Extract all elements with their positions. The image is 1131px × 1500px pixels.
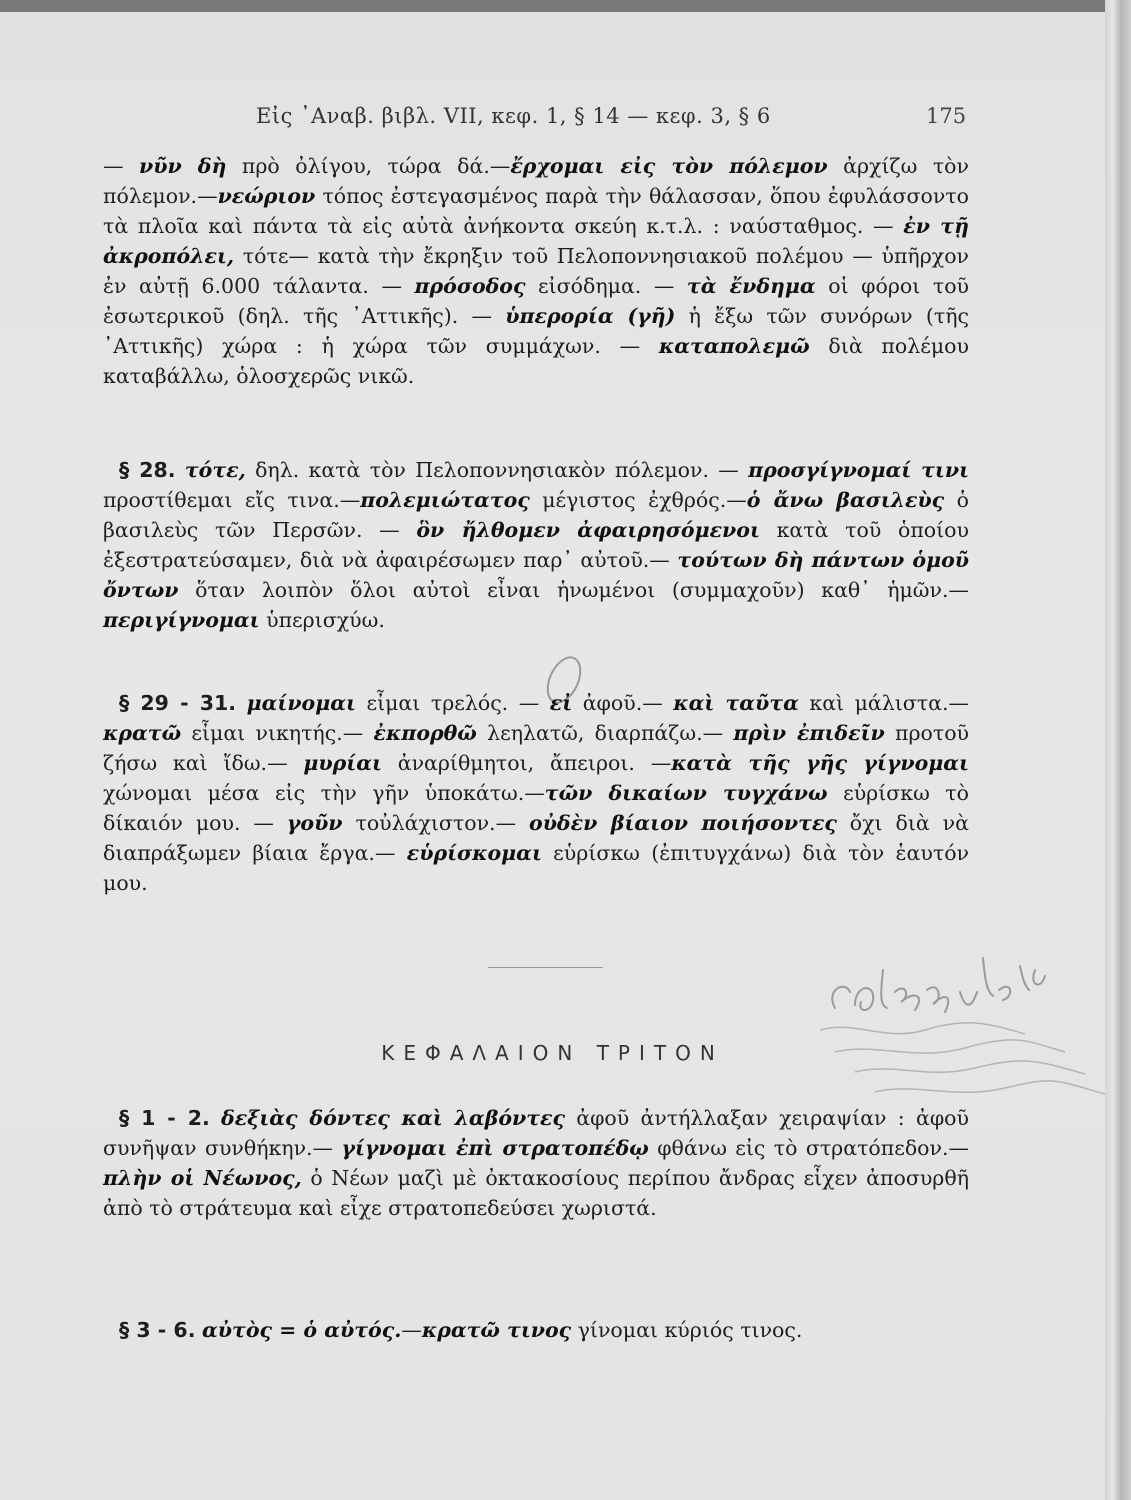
lemma: μυρίαι: [303, 751, 382, 775]
gloss-text: εἰσόδημα. —: [525, 274, 687, 298]
gloss-text: —: [103, 154, 139, 178]
gloss-text: ὑπερισχύω.: [259, 608, 385, 632]
gloss-text: λεηλατῶ, διαρπάζω.—: [476, 721, 734, 745]
gloss-text: ἀρχίζω τὸν πόλεμον.—: [103, 154, 969, 208]
section-marker: § 1 - 2.: [119, 1106, 210, 1130]
paragraph-section-3-6: [103, 1315, 969, 1345]
paragraph-glossary-1: [103, 151, 969, 391]
lemma: πολεμιώτατος: [360, 488, 530, 512]
lemma: καταπολεμῶ: [658, 334, 810, 358]
lemma: ὃν ἤλθομεν ἀφαιρησόμενοι: [416, 518, 760, 542]
lemma: ὁ ἄνω βασιλεὺς: [746, 488, 945, 512]
gloss-text: ὁ βασιλεὺς τῶν Περσῶν. —: [103, 488, 970, 542]
gloss-text: γίνομαι κύριός τινος.: [571, 1318, 803, 1342]
lemma: μαίνομαι: [246, 691, 356, 715]
gloss-text: ἀναρίθμητοι, ἄπειροι. —: [381, 751, 672, 775]
gloss-text: ἀφοῦ ἀντήλλαξαν χειραψίαν : ἀφοῦ συνῆψαν συνθήκην.—: [103, 1106, 969, 1160]
gloss-text: εὑρίσκω τὸ δίκαιόν μου. —: [103, 781, 969, 835]
gloss-text: εἶμαι νικητής.—: [181, 721, 374, 745]
lemma: τὰ ἔνδημα: [686, 274, 816, 298]
lemma: νῦν δὴ: [139, 154, 227, 178]
gloss-text: —: [401, 1318, 422, 1342]
lemma: γίγνομαι ἐπὶ στρατοπέδῳ: [341, 1136, 649, 1160]
lemma: οὐδὲν βίαιον ποιήσοντες: [529, 811, 837, 835]
lemma: ὑπερορία (γῆ): [505, 304, 676, 328]
lemma: νεώριον: [217, 184, 316, 208]
gloss-text: δηλ. κατὰ τὸν Πελοποννησιακὸν πόλεμον. —: [245, 458, 749, 482]
chapter-title: ΚΕΦΑΛΑΙΟΝ ΤΡΙΤΟΝ: [381, 1041, 724, 1065]
gloss-text: εὑρίσκω (ἐπιτυγχάνω) διὰ τὸν ἑαυτόν μου.: [103, 841, 969, 895]
lemma: ἐν τῇ ἀκροπόλει,: [103, 214, 970, 268]
scan-top-edge: [0, 0, 1131, 12]
gloss-text: τότε— κατὰ τὴν ἔκρηξιν τοῦ Πελοποννησιακοῦ πολέμου — ὑπῆρχον ἐν αὐτῇ 6.000 τάλαντα. —: [103, 244, 969, 298]
gloss-text: οἱ φόροι τοῦ ἐσωτερικοῦ (δηλ. τῆς ᾿Αττικῆς). —: [103, 274, 970, 328]
lemma: αὐτὸς = ὁ αὐτός.: [202, 1318, 402, 1342]
gloss-text: φθάνω εἰς τὸ στρατόπεδον.—: [648, 1136, 970, 1160]
book-spine-edge: [1105, 0, 1131, 1500]
paragraph-section-29-31: [103, 688, 969, 898]
gloss-text: καὶ μάλιστα.—: [798, 691, 969, 715]
lemma: δεξιὰς δόντες καὶ λαβόντες: [221, 1106, 565, 1130]
lemma: καὶ ταῦτα: [673, 691, 799, 715]
section-marker: § 3 - 6.: [119, 1318, 196, 1342]
gloss-text: τόπος ἐστεγασμένος παρὰ τὴν θάλασσαν, ὅπου ἐφυλάσσοντο τὰ πλοῖα καὶ πάντα τὰ εἰς αὐτὰ ἀνήκοντα σκεύη κ.τ.λ. : ναύσταθμος. —: [103, 184, 969, 238]
paragraph-section-1-2: [103, 1103, 969, 1223]
lemma: ἐκπορθῶ: [373, 721, 477, 745]
lemma: κατὰ τῆς γῆς γίγνομαι: [671, 751, 969, 775]
section-divider: [488, 967, 603, 968]
lemma: προσγίγνομαί τινι: [748, 458, 969, 482]
lemma: περιγίγνομαι: [103, 608, 260, 632]
gloss-text: προστίθεμαι εἴς τινα.—: [103, 488, 361, 512]
gloss-text: ἡ ἔξω τῶν συνόρων (τῆς ᾿Αττικῆς) χώρα : ἡ χώρα τῶν συμμάχων. —: [103, 304, 969, 358]
lemma: κρατῶ: [103, 721, 182, 745]
lemma: κρατῶ τινος: [421, 1318, 572, 1342]
gloss-text: ὅταν λοιπὸν ὅλοι αὐτοὶ εἶναι ἡνωμένοι (συμμαχοῦν) καθ᾿ ἡμῶν.—: [178, 578, 969, 602]
gloss-text: προτοῦ ζήσω καὶ ἴδω.—: [103, 721, 969, 775]
gloss-text: διὰ πολέμου καταβάλλω, ὁλοσχερῶς νικῶ.: [103, 334, 969, 388]
gloss-text: κατὰ τοῦ ὁποίου ἐξεστρατεύσαμεν, διὰ νὰ ἀφαιρέσωμεν παρ᾿ αὐτοῦ.—: [103, 518, 969, 572]
lemma: ἔρχομαι εἰς τὸν πόλεμον: [510, 154, 828, 178]
lemma: τῶν δικαίων τυγχάνω: [544, 781, 828, 805]
gloss-text: πρὸ ὀλίγου, τώρα δά.—: [226, 154, 511, 178]
lemma: τότε,: [184, 458, 246, 482]
gloss-text: ὁ Νέων μαζὶ μὲ ὀκτακοσίους περίπου ἄνδρας εἶχεν ἀποσυρθῆ ἀπὸ τὸ στράτευμα καὶ εἶχε στρατοπεδεύσει χωριστά.: [103, 1166, 969, 1220]
section-marker: § 28.: [119, 458, 176, 482]
pencil-handwriting-note: [815, 930, 1115, 1120]
running-head: Εἰς ᾿Αναβ. βιβλ. VII, κεφ. 1, § 14 — κεφ. 3, § 6: [256, 104, 771, 128]
section-marker: § 29 - 31.: [119, 691, 237, 715]
gloss-text: ἀφοῦ.—: [572, 691, 674, 715]
lemma: εὑρίσκομαι: [406, 841, 542, 865]
lemma: πλὴν οἱ Νέωνος,: [103, 1166, 302, 1190]
gloss-text: χώνομαι μέσα εἰς τὴν γῆν ὑποκάτω.—: [103, 781, 545, 805]
lemma: τούτων δὴ πάντων ὁμοῦ ὄντων: [103, 548, 969, 602]
lemma: πρὶν ἐπιδεῖν: [733, 721, 885, 745]
paragraph-section-28: [103, 455, 969, 635]
gloss-text: τοὐλάχιστον.—: [342, 811, 530, 835]
lemma: γοῦν: [286, 811, 343, 835]
gloss-text: εἶμαι τρελός. —: [355, 691, 550, 715]
gloss-text: μέγιστος ἐχθρός.—: [529, 488, 747, 512]
page-number: 175: [926, 104, 967, 128]
lemma: πρόσοδος: [414, 274, 526, 298]
lemma: εἰ: [549, 691, 573, 715]
gloss-text: ὄχι διὰ νὰ διαπράξωμεν βίαια ἔργα.—: [103, 811, 969, 865]
